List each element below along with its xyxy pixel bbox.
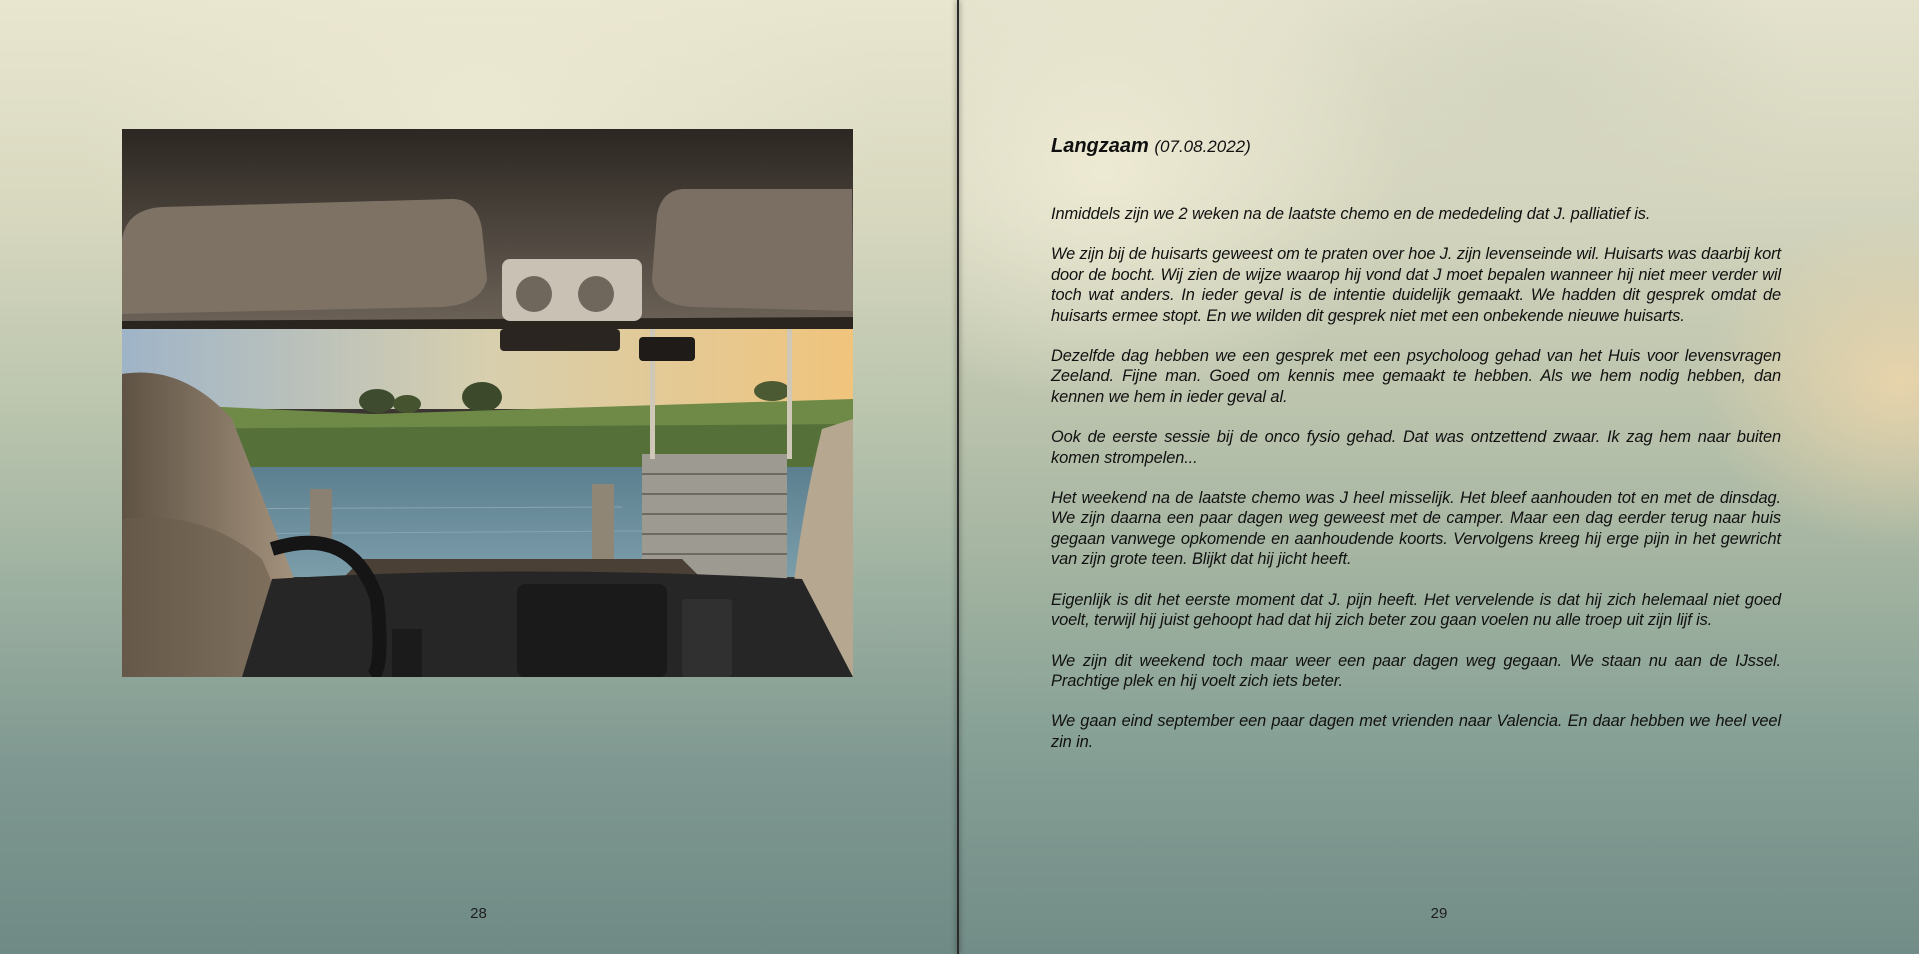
paragraph-2: We zijn bij de huisarts geweest om te praten over hoe J. zijn levenseinde wil. Huisarts was daarbij kort door de bocht. Wij zien de wijze waarop hij vond dat J moet bepalen wanneer hij niet meer verder wil toch wat anders. In ieder geval is de intentie duidelijk gemaakt. We hadden dit gesprek omdat de huisarts ermee stopt. En we wilden dit gesprek niet met een onbekende nieuwe huisarts. [1051, 245, 1781, 325]
entry-title: Langzaam [1051, 135, 1149, 157]
page-number-right: 29 [1430, 905, 1448, 922]
entry-date: (07.08.2022) [1154, 137, 1251, 156]
book-gutter [957, 0, 959, 954]
page-number-left: 28 [470, 905, 487, 922]
paragraph-4: Ook de eerste sessie bij de onco fysio gehad. Dat was ontzettend zwaar. Ik zag hem naar buiten komen strompelen... [1051, 428, 1781, 467]
paragraph-8: We gaan eind september een paar dagen met vrienden naar Valencia. En daar hebben we heel veel zin in. [1051, 712, 1781, 751]
left-page [0, 0, 957, 954]
paragraph-5: Het weekend na de laatste chemo was J heel misselijk. Het bleef aanhouden tot en met de dinsdag. We zijn daarna een paar dagen weg geweest met de camper. Maar een dag eerder terug naar huis gegaan vanwege opkomende en aanhoudende koorts. Vervolgens kreeg hij erge pijn in het gewricht van zijn grote teen. Blijkt dat hij jicht heeft. [1051, 489, 1781, 569]
right-page [959, 0, 1919, 954]
entry-heading [1051, 133, 1781, 160]
paragraph-3: Dezelfde dag hebben we een gesprek met een psycholoog gehad van het Huis voor levensvragen Zeeland. Fijne man. Goed om kennis mee gemaakt te hebben. Als we hem nodig hebben, dan kennen we hem in ieder geval al. [1051, 347, 1781, 406]
camper-window-photo [122, 129, 853, 677]
paragraph-6: Eigenlijk is dit het eerste moment dat J. pijn heeft. Het vervelende is dat hij zich helemaal niet goed voelt, terwijl hij juist gehoopt had dat hij zich beter zou gaan voelen nu alle troep uit zijn lijf is. [1051, 590, 1781, 630]
paragraph-7: We zijn dit weekend toch maar weer een paar dagen weg gegaan. We staan nu aan de IJssel. Prachtige plek en hij voelt zich iets beter. [1051, 651, 1781, 690]
camper-van-window-view-photo-icon [122, 129, 853, 677]
paragraph-1: Inmiddels zijn we 2 weken na de laatste chemo en de mededeling dat J. palliatief is. [1051, 205, 1651, 223]
text-column [1051, 133, 1781, 772]
